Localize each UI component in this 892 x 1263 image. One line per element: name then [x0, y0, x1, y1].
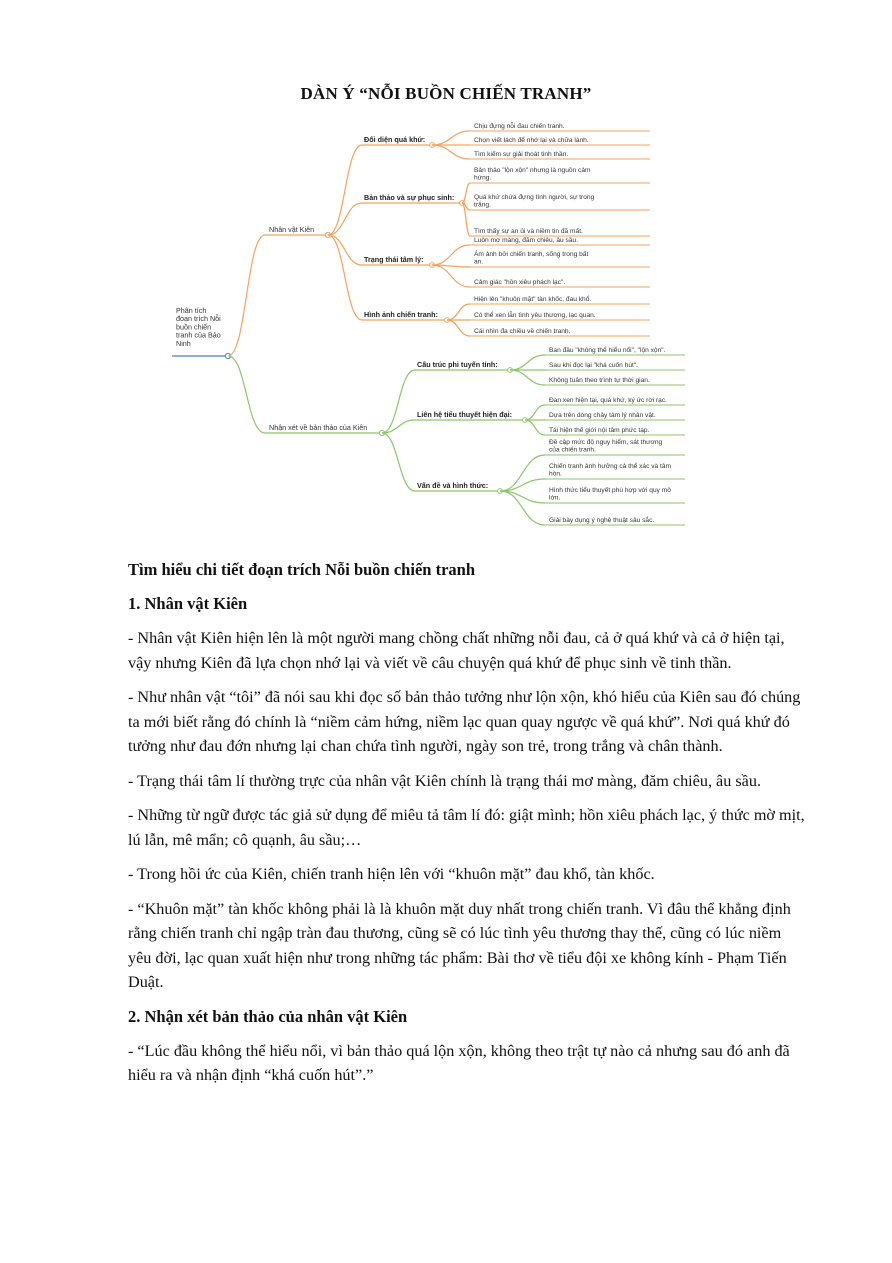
branch-label: Nhân vật Kiên	[269, 225, 315, 234]
leaf-connector	[462, 203, 470, 236]
leaf-label: Quá khứ chứa đựng tình người, sự trong trắng.	[474, 194, 595, 209]
child-connector	[328, 235, 362, 265]
leaf-label: Dựa trên dòng chảy tâm lý nhân vật.	[549, 412, 656, 419]
leaf-label: Cái nhìn đa chiều về chiến tranh.	[474, 328, 571, 335]
leaf-connector	[462, 183, 470, 203]
leaf-label: Tái hiện thế giới nội tâm phức tạp.	[549, 427, 650, 434]
leaf-connector	[432, 131, 470, 145]
branch-connector	[228, 235, 265, 356]
section-2-title: 2. Nhận xét bản thảo của nhân vật Kiên	[128, 1006, 408, 1026]
leaf-label: Tìm thấy sự an ủi và niềm tin đã mất.	[474, 228, 583, 235]
section-heading: Tìm hiểu chi tiết đoạn trích Nỗi buồn chiến tranh	[128, 560, 475, 579]
child-label: Cấu trúc phi tuyến tính:	[417, 360, 498, 369]
paragraph: - Trong hồi ức của Kiên, chiến tranh hiện lên với “khuôn mặt” đau khổ, tàn khốc.	[128, 865, 655, 883]
child-label: Vấn đề và hình thức:	[417, 481, 489, 490]
child-connector	[328, 235, 362, 320]
leaf-label: Không tuân theo trình tự thời gian.	[549, 377, 650, 384]
leaf-label: Ám ảnh bởi chiến tranh, sống trong bất an.	[474, 251, 589, 266]
child-connector	[328, 203, 362, 235]
leaf-label: Sau khi đọc lại "khá cuốn hút".	[549, 362, 638, 369]
child-connector	[382, 370, 415, 433]
paragraph: - “Khuôn mặt” tàn khốc không phải là là khuôn mặt duy nhất trong chiến tranh. Vì đâu thể khẳng định rằng chiến tranh chỉ ngập tràn đau thương, cũng sẽ có lúc tình yêu thương thay thế, cũng có lúc niềm yêu đời, lạc quan xuất hiện như trong những tác phẩm: Bài thơ về tiểu đội xe không kính - Phạm Tiến Duật.	[128, 899, 791, 991]
leaf-connector	[500, 491, 545, 525]
leaf-label: Chịu đựng nỗi đau chiến tranh.	[474, 123, 565, 130]
child-label: Đối diện quá khứ:	[364, 135, 426, 144]
paragraph: - Những từ ngữ được tác giả sử dụng để miêu tả tâm lí đó: giật mình; hồn xiêu phách lạc, ý thức mờ mịt, lú lẫn, mê mẩn; cô quạnh, âu sầu;…	[128, 806, 805, 849]
leaf-label: Bản thảo "lộn xộn" nhưng là nguồn cảm hứng.	[474, 167, 591, 182]
child-label: Liên hệ tiểu thuyết hiện đại:	[417, 410, 513, 419]
leaf-label: Chọn viết lách để nhớ lại và chữa lành.	[474, 137, 589, 144]
child-connector	[328, 145, 362, 235]
leaf-label: Đan xen hiện tại, quá khứ, ký ức rời rạc.	[549, 397, 667, 404]
mind-map	[160, 115, 720, 545]
branch-connector	[228, 356, 265, 433]
leaf-label: Chiến tranh ảnh hưởng cả thể xác và tâm hồn.	[549, 463, 672, 478]
paragraph: - Như nhân vật “tôi” đã nói sau khi đọc số bản thảo tưởng như lộn xộn, khó hiểu của Kiên sau đó chúng ta mới biết rằng đó chính là “niềm cảm hứng, niềm lạc quan quay ngược về quá khứ”. Nơi quá khứ đó tưởng như đau đớn nhưng lại chan chứa tình người, ngày son trẻ, trong trắng và chân thành.	[128, 688, 801, 755]
paragraph: - Nhân vật Kiên hiện lên là một người mang chồng chất những nỗi đau, cả ở quá khứ và cả ở hiện tại, vậy nhưng Kiên đã lựa chọn nhớ lại và viết về câu chuyện quá khứ để phục sinh về tinh thần.	[128, 629, 785, 672]
content	[128, 558, 808, 1098]
leaf-label: Hình thức tiểu thuyết phù hợp với quy mô lớn.	[549, 487, 671, 502]
leaf-connector	[447, 304, 470, 320]
leaf-connector	[510, 370, 545, 385]
section-1-title: 1. Nhân vật Kiên	[128, 594, 248, 613]
branch-label: Nhận xét về bản thảo của Kiên	[269, 423, 368, 432]
page-title: DÀN Ý “NỖI BUỒN CHIẾN TRANH”	[300, 84, 592, 103]
leaf-connector	[432, 145, 470, 159]
child-label: Hình ảnh chiến tranh:	[364, 310, 438, 319]
child-connector	[382, 433, 415, 491]
leaf-label: Có thể xen lẫn tình yêu thương, lạc quan.	[474, 312, 596, 319]
paragraph: - Trạng thái tâm lí thường trực của nhân vật Kiên chính là trạng thái mơ màng, đăm chiêu, âu sầu.	[128, 771, 762, 790]
paragraph: - “Lúc đầu không thể hiểu nổi, vì bản thảo quá lộn xộn, không theo trật tự nào cả nhưng sau đó anh đã hiểu ra và nhận định “khá cuốn hút”.”	[128, 1041, 790, 1084]
child-label: Trạng thái tâm lý:	[364, 255, 424, 264]
leaf-connector	[447, 320, 470, 336]
leaf-connector	[510, 355, 545, 370]
leaf-connector	[432, 265, 470, 287]
leaf-connector	[525, 420, 545, 435]
leaf-label: Đề cập mức độ nguy hiểm, sát thương của chiến tranh.	[549, 439, 663, 454]
leaf-connector	[432, 245, 470, 265]
leaf-label: Tìm kiếm sự giải thoát tinh thần.	[474, 151, 569, 158]
leaf-connector	[525, 405, 545, 420]
leaf-label: Ban đầu "không thể hiểu nổi", "lộn xộn".	[549, 347, 666, 354]
root-label: Phân tích đoạn trích Nỗi buồn chiến tranh của Bảo Ninh	[176, 306, 221, 348]
leaf-label: Giải bày dụng ý nghệ thuật sâu sắc.	[549, 517, 655, 524]
leaf-label: Hiện lên "khuôn mặt" tàn khốc, đau khổ.	[474, 296, 592, 303]
leaf-label: Luôn mơ màng, đăm chiêu, âu sầu.	[474, 237, 579, 244]
child-label: Bản thảo và sự phục sinh:	[364, 193, 455, 202]
leaf-label: Cảm giác "hồn xiêu phách lạc".	[474, 279, 566, 286]
